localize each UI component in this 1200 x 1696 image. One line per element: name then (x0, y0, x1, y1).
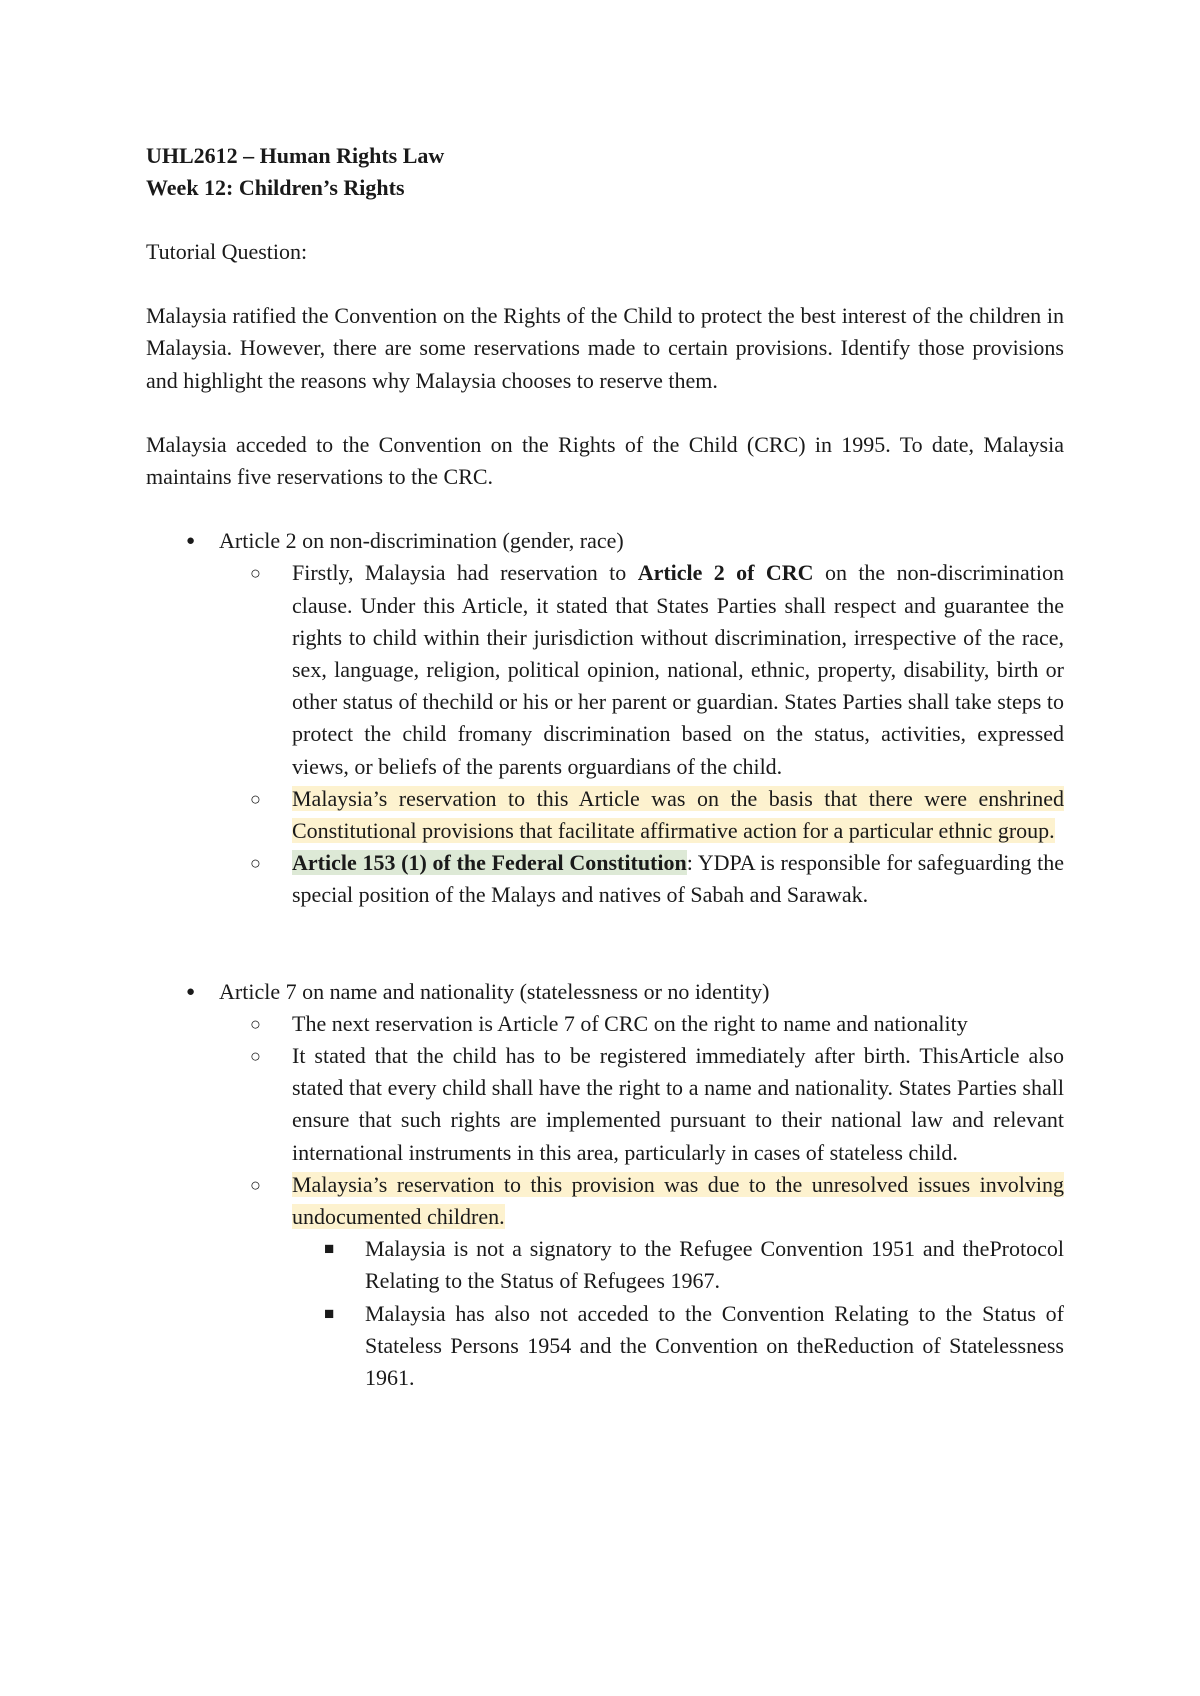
document-page (146, 140, 1064, 1394)
intro-paragraph: Malaysia acceded to the Convention on the Rights of the Child (CRC) in 1995. To date, Malaysia maintains five reservations to the CRC. (146, 431, 1064, 490)
circle-bullet-icon: ○ (250, 788, 261, 809)
list-item (146, 847, 1064, 911)
course-title: UHL2612 – Human Rights Law (146, 143, 445, 168)
article2-heading: Article 2 on non-discrimination (gender, race) (219, 528, 624, 554)
article2-p3-post: : YDPA is responsible for safeguarding the special position of the Malays and natives of Sabah and Sarawak. (292, 850, 1064, 908)
article7-p1: The next reservation is Article 7 of CRC on the right to name and nationality (292, 1010, 968, 1036)
reservation-list-2 (146, 976, 1064, 1395)
circle-bullet-icon: ○ (250, 853, 261, 874)
article153-highlight: Article 153 (1) of the Federal Constitution (292, 850, 687, 876)
article7-sub1: Malaysia is not a signatory to the Refugee Convention 1951 and theProtocol Relating to the Status of Refugees 1967. (365, 1236, 1064, 1294)
list-item-article2 (146, 525, 1064, 911)
list-item-article7 (146, 976, 1064, 1395)
list-item (146, 783, 1064, 847)
article7-sub2: Malaysia has also not acceded to the Convention Relating to the Status of Stateless Persons 1954 and the Convention on theReduction of Statelessness 1961. (365, 1300, 1064, 1391)
article7-p2: It stated that the child has to be registered immediately after birth. ThisArticle also stated that every child shall have the right to a name and nationality. States Parties shall ensure that such rights are implemented pursuant to their national law and relevant international instruments in this area, particularly in cases of stateless child. (292, 1043, 1064, 1165)
list-item (146, 1008, 1064, 1040)
square-bullet-icon: ■ (324, 1303, 335, 1323)
circle-bullet-icon: ○ (250, 1174, 261, 1195)
bullet-icon: ● (186, 533, 196, 550)
week-title: Week 12: Children’s Rights (146, 175, 405, 200)
circle-bullet-icon: ○ (250, 563, 261, 584)
article2-reason-highlight: Malaysia’s reservation to this Article was on the basis that there were enshrined Constitutional provisions that facilitate affirmative action for a particular ethnic group. (292, 785, 1064, 844)
circle-bullet-icon: ○ (250, 1013, 261, 1034)
article7-reason-highlight: Malaysia’s reservation to this provision was due to the unresolved issues involving undocumented children. (292, 1171, 1064, 1230)
article7-heading: Article 7 on name and nationality (statelessness or no identity) (219, 978, 770, 1004)
square-bullet-icon: ■ (324, 1239, 335, 1259)
tutorial-label: Tutorial Question: (146, 239, 308, 264)
article2-p1-pre: Firstly, Malaysia had reservation to (292, 560, 638, 586)
bullet-icon: ● (186, 983, 196, 1000)
article2-p1-post: on the non-discrimination clause. Under this Article, it stated that States Parties shall respect and guarantee the rights to child within their jurisdiction without discrimination, irrespective of the race, sex, language, religion, political opinion, national, ethnic, property, disability, birth or other status of thechild or his or her parent or guardian. States Parties shall take steps to protect the child fromany discrimination based on the status, activities, expressed views, or beliefs of the parents orguardians of the child. (292, 560, 1064, 779)
tutorial-question: Malaysia ratified the Convention on the Rights of the Child to protect the best interest of the children in Malaysia. However, there are some reservations made to certain provisions. Identify those provisions and highlight the reasons why Malaysia chooses to reserve them. (146, 303, 1064, 393)
list-item (146, 1169, 1064, 1394)
list-item (146, 557, 1064, 782)
list-item (146, 1298, 1064, 1395)
list-item (146, 1040, 1064, 1169)
list-item (146, 1233, 1064, 1297)
circle-bullet-icon: ○ (250, 1046, 261, 1067)
reservation-list (146, 525, 1064, 911)
article2-p1-bold: Article 2 of CRC (637, 560, 814, 586)
